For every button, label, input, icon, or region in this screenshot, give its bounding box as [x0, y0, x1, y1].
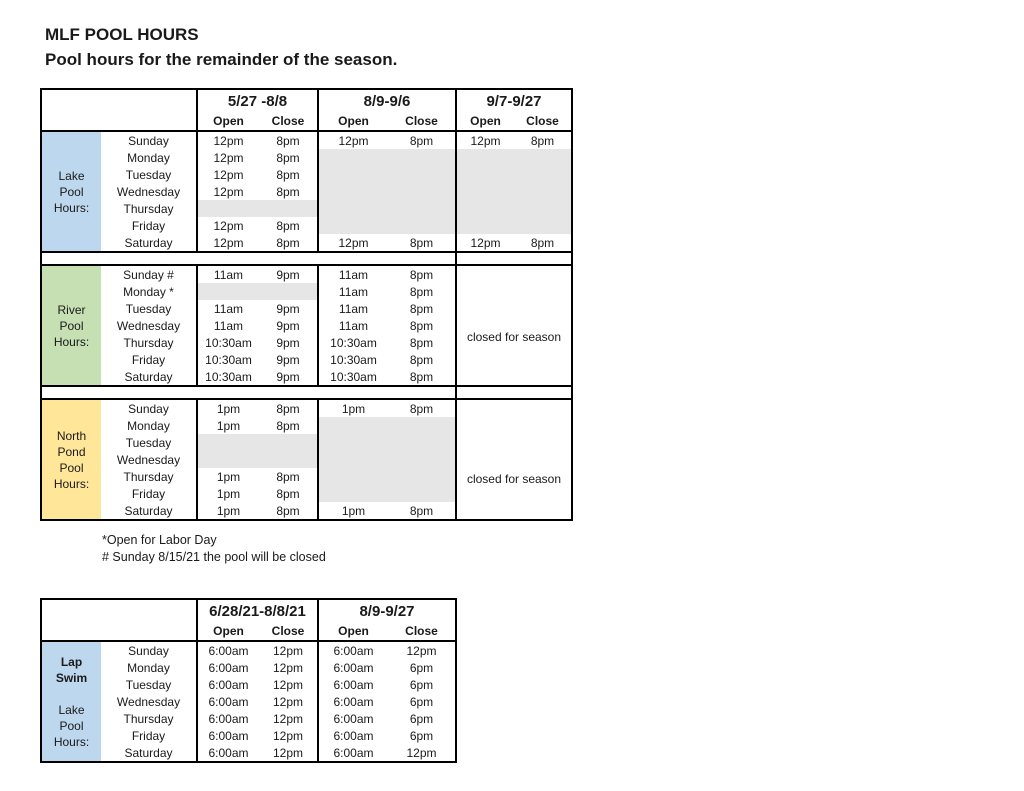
section-gap-cell	[41, 252, 456, 265]
open-time-cell: 6:00am	[197, 641, 259, 659]
section-label-line: Hours:	[53, 734, 90, 749]
open-time-cell: 10:30am	[197, 334, 259, 351]
close-time-cell: 12pm	[272, 660, 304, 675]
open-header: Open	[318, 622, 388, 641]
open-time-cell: 10:30am	[318, 351, 388, 368]
closed-slot-cell	[456, 200, 572, 217]
close-time-cell: 8pm	[409, 352, 434, 367]
close-time-cell: 6pm	[388, 676, 456, 693]
close-time-cell: 9pm	[276, 318, 300, 333]
open-time-cell: 1pm	[318, 399, 388, 417]
close-time-cell: 8pm	[259, 399, 318, 417]
closed-slot-cell	[456, 183, 572, 200]
page-title: MLF POOL HOURS	[45, 25, 199, 44]
day-cell: Monday	[127, 150, 170, 165]
open-time-cell: 10:30am	[318, 368, 388, 386]
day-cell: Sunday	[101, 399, 197, 417]
day-cell: Sunday #	[101, 265, 197, 283]
table-corner-cell	[41, 89, 197, 131]
closed-slot-cell	[197, 451, 318, 468]
day-cell: Saturday	[101, 744, 197, 762]
close-time-cell: 8pm	[276, 150, 300, 165]
section-label-line: Swim	[55, 670, 88, 685]
section-label-line: River	[57, 302, 86, 317]
day-cell: Sunday	[101, 641, 197, 659]
section-label-gap	[42, 686, 101, 702]
section-label-line: Pool	[59, 460, 84, 475]
close-time-cell: 12pm	[272, 728, 304, 743]
close-time-cell: 8pm	[409, 284, 434, 299]
day-cell: Thursday	[123, 201, 174, 216]
close-time-cell: 12pm	[259, 641, 318, 659]
close-header: Close	[259, 622, 318, 641]
close-time-cell: 6pm	[388, 659, 456, 676]
section-gap-cell	[456, 386, 572, 399]
day-cell: Saturday	[101, 368, 197, 386]
open-time-cell: 1pm	[197, 468, 259, 485]
close-time-cell: 8pm	[259, 502, 318, 520]
day-cell: Wednesday	[116, 184, 181, 199]
close-time-cell: 9pm	[276, 335, 300, 350]
open-time-cell: 11am	[197, 300, 259, 317]
section-label-line: Pool	[59, 184, 84, 199]
open-time-cell: 12pm	[456, 234, 514, 252]
open-time-cell: 6:00am	[197, 659, 259, 676]
day-cell: Monday	[127, 660, 170, 675]
close-time-cell: 6pm	[388, 727, 456, 744]
close-time-cell: 8pm	[514, 234, 572, 252]
closed-slot-cell	[197, 283, 318, 300]
close-time-cell: 8pm	[276, 469, 300, 484]
closed-for-season-text: closed for season	[466, 329, 562, 344]
close-time-cell: 9pm	[259, 265, 318, 283]
close-time-cell: 8pm	[388, 368, 456, 386]
period-header: 8/9-9/27	[318, 599, 456, 622]
section-gap-cell	[41, 386, 456, 399]
section-label-line: Lap	[60, 654, 83, 669]
closed-for-season-cell	[456, 265, 572, 386]
day-cell: Sunday	[101, 131, 197, 149]
day-cell: Friday	[131, 218, 166, 233]
closed-slot-cell	[318, 434, 456, 451]
open-time-cell: 6:00am	[197, 710, 259, 727]
section-label-line: North	[56, 428, 87, 443]
close-time-cell: 8pm	[259, 234, 318, 252]
open-time-cell: 11am	[318, 283, 388, 300]
day-cell: Thursday	[123, 469, 174, 484]
close-time-cell: 8pm	[276, 167, 300, 182]
open-time-cell: 10:30am	[197, 351, 259, 368]
open-time-cell: 11am	[318, 265, 388, 283]
close-time-cell: 9pm	[276, 301, 300, 316]
open-header: Open	[197, 622, 259, 641]
open-time-cell: 6:00am	[318, 744, 388, 762]
closed-slot-cell	[318, 485, 456, 502]
page-subtitle: Pool hours for the remainder of the season.	[45, 50, 398, 69]
close-time-cell: 8pm	[409, 301, 434, 316]
open-time-cell: 6:00am	[197, 676, 259, 693]
day-cell: Tuesday	[125, 435, 172, 450]
footnote-sunday-closed: # Sunday 8/15/21 the pool will be closed	[102, 550, 326, 564]
close-header: Close	[388, 622, 456, 641]
open-time-cell: 1pm	[197, 417, 259, 434]
period-header: 5/27 -8/8	[197, 89, 318, 112]
day-cell: Thursday	[123, 335, 174, 350]
close-time-cell: 6pm	[388, 710, 456, 727]
section-label-lake	[41, 131, 101, 252]
closed-slot-cell	[197, 434, 318, 451]
open-time-cell: 1pm	[197, 399, 259, 417]
section-label-line: Pool	[59, 718, 84, 733]
close-header: Close	[388, 112, 456, 131]
open-time-cell: 1pm	[318, 502, 388, 520]
close-time-cell: 12pm	[388, 744, 456, 762]
section-label-line: Pond	[57, 444, 86, 459]
open-time-cell: 6:00am	[197, 693, 259, 710]
open-time-cell: 6:00am	[318, 641, 388, 659]
closed-slot-cell	[197, 200, 318, 217]
close-header: Close	[514, 112, 572, 131]
open-time-cell: 12pm	[197, 149, 259, 166]
close-time-cell: 9pm	[259, 368, 318, 386]
open-time-cell: 10:30am	[197, 368, 259, 386]
day-cell: Tuesday	[125, 167, 172, 182]
footnote-labor-day: *Open for Labor Day	[102, 533, 217, 547]
table-corner-cell	[41, 599, 197, 641]
open-header: Open	[197, 112, 259, 131]
open-time-cell: 12pm	[197, 234, 259, 252]
day-cell: Monday	[127, 418, 170, 433]
closed-slot-cell	[318, 200, 456, 217]
day-cell: Friday	[131, 486, 166, 501]
open-header: Open	[318, 112, 388, 131]
open-time-cell: 10:30am	[318, 334, 388, 351]
footnotes	[102, 532, 326, 566]
closed-slot-cell	[456, 166, 572, 183]
lap-swim-table	[40, 598, 457, 763]
open-time-cell: 6:00am	[318, 693, 388, 710]
close-time-cell: 12pm	[272, 711, 304, 726]
open-time-cell: 6:00am	[318, 659, 388, 676]
close-time-cell: 8pm	[259, 131, 318, 149]
closed-slot-cell	[318, 166, 456, 183]
close-time-cell: 9pm	[276, 352, 300, 367]
section-label-line: Hours:	[53, 476, 90, 491]
day-cell: Friday	[131, 728, 166, 743]
open-time-cell: 11am	[318, 300, 388, 317]
close-time-cell: 8pm	[409, 335, 434, 350]
section-label-line: Hours:	[53, 334, 90, 349]
close-time-cell: 8pm	[388, 399, 456, 417]
open-header: Open	[456, 112, 514, 131]
open-time-cell: 6:00am	[197, 744, 259, 762]
day-cell: Monday *	[123, 284, 174, 299]
close-time-cell: 8pm	[276, 486, 300, 501]
closed-for-season-cell	[456, 399, 572, 520]
period-header: 8/9-9/6	[318, 89, 456, 112]
close-header: Close	[259, 112, 318, 131]
open-time-cell: 6:00am	[318, 710, 388, 727]
section-label-north-pond	[41, 399, 101, 520]
open-time-cell: 12pm	[318, 131, 388, 149]
close-time-cell: 8pm	[388, 131, 456, 149]
close-time-cell: 8pm	[276, 218, 300, 233]
section-label-lap-swim	[41, 641, 101, 762]
close-time-cell: 8pm	[409, 318, 434, 333]
closed-slot-cell	[318, 183, 456, 200]
day-cell: Saturday	[101, 502, 197, 520]
closed-for-season-text: closed for season	[466, 472, 562, 486]
section-label-line: Lake	[58, 168, 85, 183]
section-label-line: Pool	[59, 318, 84, 333]
open-time-cell: 1pm	[197, 502, 259, 520]
day-cell: Wednesday	[116, 318, 181, 333]
closed-slot-cell	[318, 417, 456, 434]
open-time-cell: 11am	[318, 317, 388, 334]
pool-hours-table	[40, 88, 573, 521]
day-cell: Saturday	[101, 234, 197, 252]
close-time-cell: 12pm	[272, 694, 304, 709]
closed-slot-cell	[318, 451, 456, 468]
closed-slot-cell	[456, 149, 572, 166]
closed-slot-cell	[318, 468, 456, 485]
closed-slot-cell	[456, 217, 572, 234]
close-time-cell: 8pm	[388, 265, 456, 283]
open-time-cell: 1pm	[197, 485, 259, 502]
open-time-cell: 11am	[197, 317, 259, 334]
close-time-cell: 8pm	[276, 418, 300, 433]
day-cell: Friday	[131, 352, 166, 367]
open-time-cell: 12pm	[197, 183, 259, 200]
open-time-cell: 6:00am	[318, 727, 388, 744]
close-time-cell: 8pm	[514, 131, 572, 149]
closed-slot-cell	[318, 217, 456, 234]
section-label-line: Hours:	[53, 200, 90, 215]
open-time-cell: 12pm	[197, 166, 259, 183]
open-time-cell: 11am	[197, 265, 259, 283]
close-time-cell: 8pm	[276, 184, 300, 199]
section-gap-cell	[456, 252, 572, 265]
close-time-cell: 6pm	[388, 693, 456, 710]
open-time-cell: 12pm	[456, 131, 514, 149]
close-time-cell: 8pm	[388, 502, 456, 520]
section-label-river	[41, 265, 101, 386]
day-cell: Wednesday	[116, 694, 181, 709]
day-cell: Tuesday	[125, 301, 172, 316]
section-label-line: Lake	[58, 702, 85, 717]
closed-slot-cell	[318, 149, 456, 166]
close-time-cell: 12pm	[272, 677, 304, 692]
close-time-cell: 12pm	[259, 744, 318, 762]
period-header: 9/7-9/27	[456, 89, 572, 112]
open-time-cell: 12pm	[318, 234, 388, 252]
day-cell: Wednesday	[116, 452, 181, 467]
open-time-cell: 12pm	[197, 217, 259, 234]
day-cell: Thursday	[123, 711, 174, 726]
open-time-cell: 6:00am	[318, 676, 388, 693]
period-header: 6/28/21-8/8/21	[197, 599, 318, 622]
day-cell: Tuesday	[125, 677, 172, 692]
open-time-cell: 12pm	[197, 131, 259, 149]
open-time-cell: 6:00am	[197, 727, 259, 744]
close-time-cell: 12pm	[388, 641, 456, 659]
close-time-cell: 8pm	[388, 234, 456, 252]
